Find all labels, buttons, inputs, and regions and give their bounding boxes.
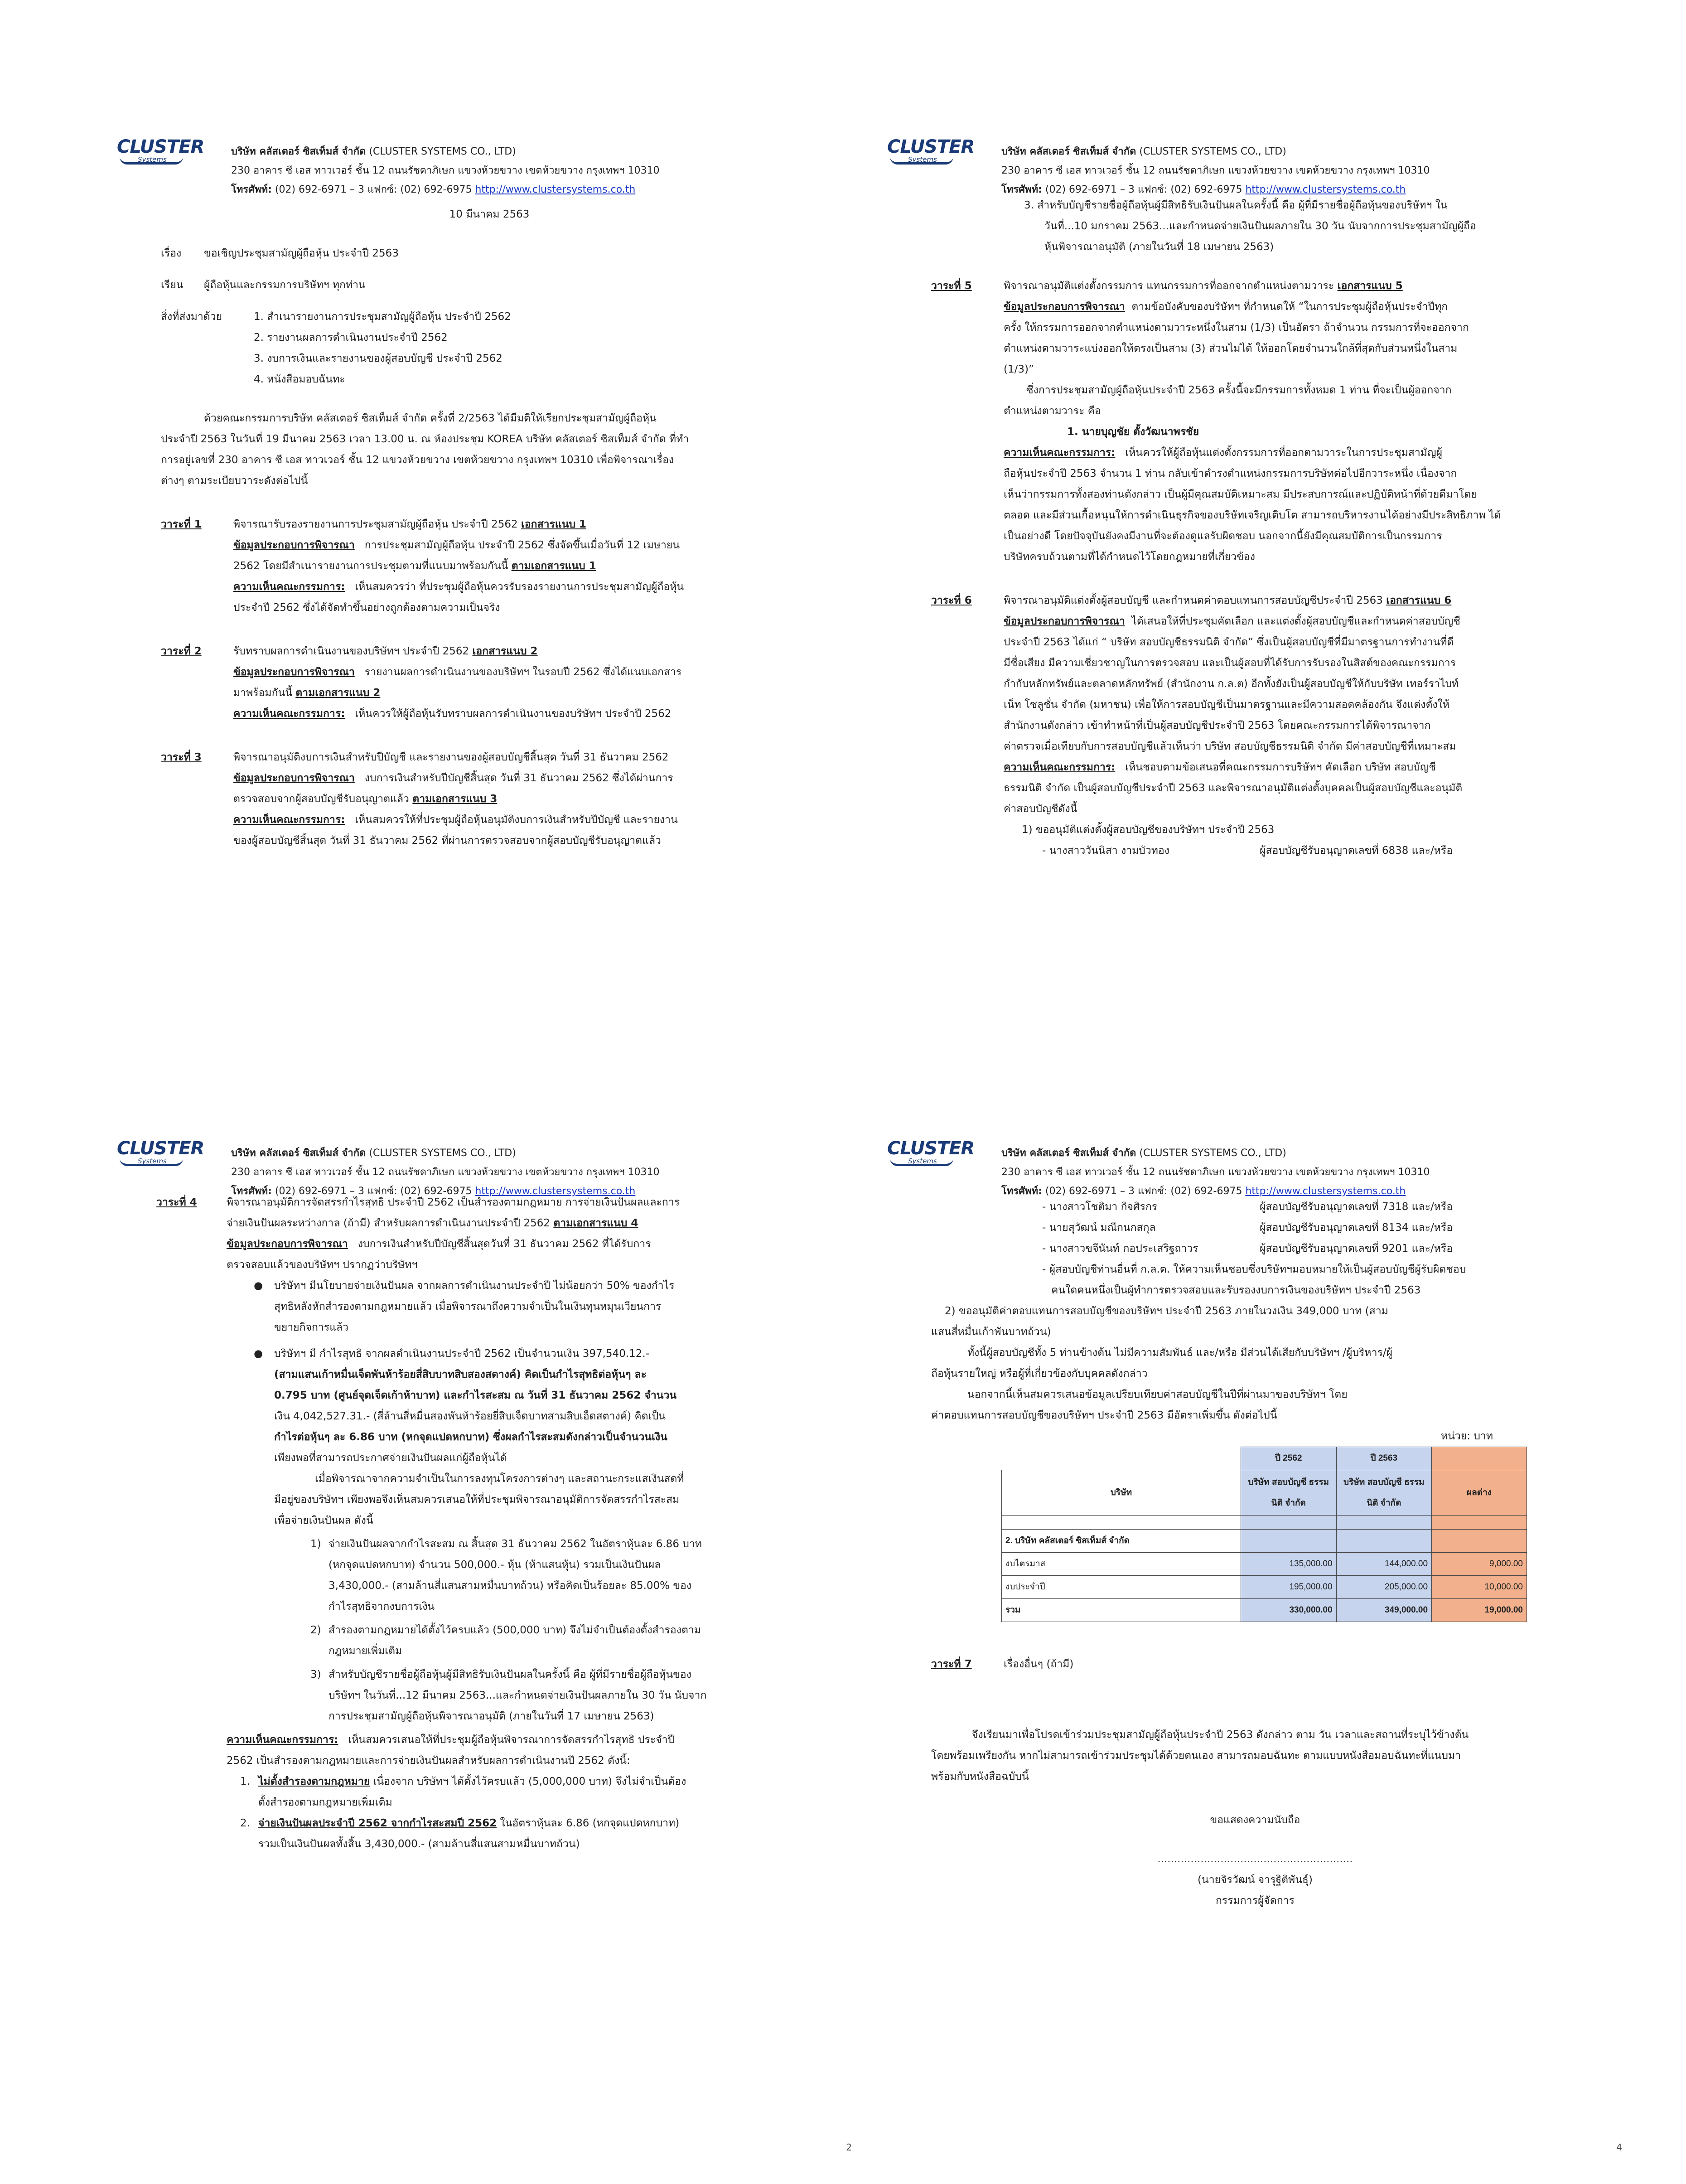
bullet-net-profit: ● บริษัทฯ มี กำไรสุทธิ จากผลดำเนินงานประจำปี 2562 เป็นจำนวนเงิน 397,540.12.- (สามแสนเก้าหมื่นเจ็ดพันห้าร้อยสี่สิบบาทสิบสองสตางค์) คิดเป็นกำไรสุทธิต่อหุ้นๆ ละ 0.795 บาท (ศูนย์จุดเจ็ดเก้าห้าบาท) และกำไรสะสม ณ วันที่ 31 ธันวาคม 2562 จำนวน เงิน 4,042,527.31.- (สี่ล้านสี่หมื่นสองพันห้าร้อยยี่สิบเจ็ดบาทสามสิบเอ็ดสตางค์) คิดเป็น กำไรต่อหุ้นๆ ละ 6.86 บาท (หกจุดแปดหกบาท) ซึ่งผลกำไรสะสมดังกล่าวเป็นจำนวนเงิน เพียงพอที่สามารถประกาศจ่ายเงินปันผลแก่ผู้ถือหุ้นได้: [254, 1348, 677, 1464]
page-4: [874, 1128, 1645, 2171]
agenda-2: วาระที่ 2 รับทราบผลการดำเนินงานของบริษัทฯ ประจำปี 2562 เอกสารแนบ 2 ข้อมูลประกอบการพิจารณา รายงานผลการดำเนินงานของบริษัทฯ ในรอบปี 2562 ซึ่งได้แนบเอกสาร มาพร้อมกันนี้ ตามเอกสารแนบ 2 ความเห็นคณะกรรมการ: เห็นควรให้ผู้ถือหุ้นรับทราบผลการดำเนินงานของบริษัทฯ ประจำปี 2562: [161, 645, 682, 720]
letterhead: [104, 127, 874, 195]
signer-name: (นายจิรวัฒน์ จารุฐิติพันธุ์): [1198, 1874, 1313, 1886]
consider-paragraph: เมื่อพิจารณาจากความจำเป็นในการลงทุนโครงการต่างๆ และสถานะกระแสเงินสดที่ มีอยู่ของบริษัทฯ เพียงพอจึงเห็นสมควรเสนอให้ที่ประชุมพิจารณาอนุมัติการจัดสรรกำไรสะสม เพื่อจ่ายเงินปันผล ดังนี้: [274, 1473, 684, 1526]
unit-label: หน่วย: บาท: [1440, 1430, 1493, 1442]
page-3: [874, 127, 1645, 1169]
letter-date: 10 มีนาคม 2563: [449, 208, 530, 220]
agenda-4-opinion: ความเห็นคณะกรรมการ: เห็นสมควรเสนอให้ที่ประชุมผู้ถือหุ้นพิจารณาการจัดสรรกำไรสุทธิ ประจำปี 2562 เป็นสำรองตามกฎหมายและการจ่ายเงินปันผลสำหรับผลการดำเนินงานปี 2562 ดังนี้: 1. ไม่ตั้งสำรองตามกฎหมาย เนื่องจาก บริษัทฯ ได้ตั้งไว้ครบแล้ว (5,000,000 บาท) จึงไม่จำเป็นต้อง ตั้งสำรองตามกฎหมายเพิ่มเติม 2. จ่ายเงินปันผลประจำปี 2562 จากกำไรสะสมปี 2562 ในอัตราหุ้นละ 6.86 (หกจุดแปดหกบาท) รวมเป็นเงินปันผลทั้งสิ้น 3,430,000.- (สามล้านสี่แสนสามหมื่นบาทถ้วน): [227, 1734, 686, 1850]
website-link[interactable]: http://www.clustersystems.co.th: [475, 184, 636, 195]
agenda-6: วาระที่ 6 พิจารณาอนุมัติแต่งตั้งผู้สอบบัญชี และกำหนดค่าตอบแทนการสอบบัญชีประจำปี 2563 เอกสารแนบ 6 ข้อมูลประกอบการพิจารณา ได้เสนอให้ที่ประชุมคัดเลือก และแต่งตั้งผู้สอบบัญชีและกำหนดค่าสอบบัญชี ประจำปี 2563 ได้แก่ “ บริษัท สอบบัญชีธรรมนิติ จำกัด” ซึ่งเป็นผู้สอบบัญชีที่มีมาตรฐานการทำงานที่ดี มีชื่อเสียง มีความเชี่ยวชาญในการตรวจสอบ และเป็นผู้สอบที่ได้รับการรับรองในสิสต์ของคณะกรรมการ กำกับหลักทรัพย์และตลาดหลักทรัพย์ (สำนักงาน ก.ล.ต) อีกทั้งยังเป็นผู้สอบบัญชีให้กับบริษัท เทอร์ราไบท์ เน็ท โซลูชั่น จำกัด (มหาชน) เพื่อให้การสอบบัญชีเป็นมาตรฐานและมีความสอดคล้องกัน จึงแต่งตั้งให้ สำนักงานดังกล่าว เข้าทำหน้าที่เป็นผู้สอบบัญชีประจำปี 2563 โดยคณะกรรมการได้พิจารณาจาก ค่าตรวจเมื่อเทียบกับการสอบบัญชีแล้วเห็นว่า บริษัท สอบบัญชีธรรมนิติ จำกัด มีค่าสอบบัญชีที่เหมาะสม ความเห็นคณะกรรมการ: เห็นชอบตามข้อเสนอที่คณะกรรมการบริษัทฯ คัดเลือก บริษัท สอบบัญชี ธรรมนิติ จำกัด เป็นผู้สอบบัญชีประจำปี 2563 และพิจารณาอนุมัติแต่งตั้งบุคคลเป็นผู้สอบบัญชีและอนุมัติ ค่าสอบบัญชีดังนี้ 1) ขออนุมัติแต่งตั้งผู้สอบบัญชีของบริษัทฯ ประจำปี 2563 - นางสาววันนิสา งามบัวทอง ผู้สอบบัญชีรับอนุญาตเลขที่ 6838 และ/หรือ: [874, 590, 1645, 861]
cluster-logo: CLUSTER Systems: [887, 136, 975, 164]
cluster-logo: CLUSTER Systems: [117, 1138, 204, 1165]
auditor-list: - นางสาวโชติมา กิจศิรกร ผู้สอบบัญชีรับอนุญาตเลขที่ 7318 และ/หรือ - นายสุวัฒน์ มณีกนกสกุล ผู้สอบบัญชีรับอนุญาตเลขที่ 8134 และ/หรือ - นางสาวขจีนันท์ กอประเสริฐถาวร ผู้สอบบัญชีรับอนุญาตเลขที่ 9201 และ/หรือ - ผู้สอบบัญชีท่านอื่นที่ ก.ล.ต. ให้ความเห็นชอบซึ่งบริษัทฯมอบหมายให้เป็นผู้สอบบัญชีผู้รับผิดชอบ คนใดคนหนึ่งเป็นผู้ทำการตรวจสอบและรับรองงบการเงินของบริษัทฯ ประจำปี 2563: [1042, 1196, 1645, 1301]
dividend-item-2: 2) สำรองตามกฎหมายได้ตั้งไว้ครบแล้ว (500,000 บาท) จึงไม่จำเป็นต้องตั้งสำรองตาม กฎหมายเพิ่มเติม: [310, 1624, 701, 1657]
letterhead: [104, 1128, 874, 1197]
recipient: ผู้ถือหุ้นและกรรมการบริษัทฯ ทุกท่าน: [204, 279, 366, 291]
closing-paragraph: จึงเรียนมาเพื่อโปรดเข้าร่วมประชุมสามัญผู้ถือหุ้นประจำปี 2563 ดังกล่าว ตาม วัน เวลาและสถานที่ระบุไว้ข้างต้น โดยพร้อมเพรียงกัน หากไม่สามารถเข้าร่วมประชุมได้ด้วยตนเอง สามารถมอบฉันทะ ตามแบบหนังสือมอบฉันทะที่แนบมา พร้อมกับหนังสือฉบับนี้: [931, 1729, 1469, 1782]
cluster-logo: CLUSTER Systems: [117, 136, 204, 164]
attachment-list: 1. สำเนารายงานการประชุมสามัญผู้ถือหุ้น ประจำปี 2562 2. รายงานผลการดำเนินงานประจำปี 2562 3. งบการเงินและรายงานของผู้สอบบัญชี ประจำปี 2562 4. หนังสือมอบฉันทะ: [254, 311, 511, 385]
agenda-7: วาระที่ 7 เรื่องอื่นๆ (ถ้ามี): [931, 1658, 1074, 1670]
table-row: งบประจำปี 195,000.00 205,000.00 10,000.00: [1002, 1576, 1527, 1599]
page-2: [104, 1128, 874, 2171]
letterhead: [874, 127, 1645, 195]
dividend-item-1: 1) จ่ายเงินปันผลจากกำไรสะสม ณ สิ้นสุด 31 ธันวาคม 2562 ในอัตราหุ้นละ 6.86 บาท (หกจุดแปดหกบาท) จำนวน 500,000.- หุ้น (ห้าแสนหุ้น) รวมเป็นเงินปันผล 3,430,000.- (สามล้านสี่แสนสามหมื่นบาทถ้วน) หรือคิดเป็นร้อยละ 85.00% ของ กำไรสุทธิจากงบการเงิน: [310, 1538, 702, 1613]
page-number: 2: [846, 2142, 852, 2153]
auditor-row: - นางสาวโชติมา กิจศิรกร ผู้สอบบัญชีรับอนุญาตเลขที่ 7318 และ/หรือ: [1042, 1201, 1453, 1213]
audit-fee-table: ปี 2562 ปี 2563 บริษัท บริษัท สอบบัญชี ธรรมนิติ จำกัด บริษัท สอบบัญชี ธรรมนิติ จำกัด ผลต่าง 2. บริษัท คลัสเตอร์ ซิสเท็มส์ จำกัด งบไตรมาส 135,000.00 144,000.00 9,000.00 งบประจำปี 195,000.00 205,000.00 10,000.00 รวม 330,000.00 349,000.00 19,000.00: [1001, 1447, 1645, 1622]
intro-paragraph: ด้วยคณะกรรมการบริษัท คลัสเตอร์ ซิสเท็มส์ จำกัด ครั้งที่ 2/2563 ได้มีมติให้เรียกประชุมสามัญผู้ถือหุ้น ประจำปี 2563 ในวันที่ 19 มีนาคม 2563 เวลา 13.00 น. ณ ห้องประชุม KOREA บริษัท คลัสเตอร์ ซิสเท็มส์ จำกัด ที่ทำ การอยู่เลขที่ 230 อาคาร ซี เอส ทาวเวอร์ ชั้น 12 แขวงห้วยขวาง เขตห้วยขวาง กรุงเทพฯ 10310 เพื่อพิจารณาเรื่อง ต่างๆ ตามระเบียบวาระดังต่อไปนี้: [161, 412, 689, 487]
auditor-row: - นางสาววันนิสา งามบัวทอง ผู้สอบบัญชีรับอนุญาตเลขที่ 6838 และ/หรือ: [1042, 845, 1453, 857]
table-row: งบไตรมาส 135,000.00 144,000.00 9,000.00: [1002, 1553, 1527, 1576]
auditor-row: - นายสุวัฒน์ มณีกนกสกุล ผู้สอบบัญชีรับอนุญาตเลขที่ 8134 และ/หรือ: [1042, 1222, 1453, 1234]
col-company: บริษัท: [1002, 1470, 1241, 1516]
agenda-3: วาระที่ 3 พิจารณาอนุมัติงบการเงินสำหรับปีบัญชี และรายงานของผู้สอบบัญชีสิ้นสุด วันที่ 31 ธันวาคม 2562 ข้อมูลประกอบการพิจารณา งบการเงินสำหรับปีบัญชีสิ้นสุด วันที่ 31 ธันวาคม 2562 ซึ่งได้ผ่านการ ตรวจสอบจากผู้สอบบัญชีรับอนุญาตแล้ว ตามเอกสารแนบ 3 ความเห็นคณะกรรมการ: เห็นสมควรให้ที่ประชุมผู้ถือหุ้นอนุมัติงบการเงินสำหรับปีบัญชี และรายงาน ของผู้สอบบัญชีสิ้นสุด วันที่ 31 ธันวาคม 2562 ที่ผ่านการตรวจสอบจากผู้สอบบัญชีรับอนุญาตแล้ว: [161, 751, 678, 847]
agenda-4: วาระที่ 4 พิจารณาอนุมัติการจัดสรรกำไรสุทธิ ประจำปี 2562 เป็นสำรองตามกฎหมาย การจ่ายเงินปันผลและการ จ่ายเงินปันผลระหว่างกาล (ถ้ามี) สำหรับผลการดำเนินงานประจำปี 2562 ตามเอกสารแนบ 4 ข้อมูลประกอบการพิจารณา งบการเงินสำหรับปีบัญชีสิ้นสุดวันที่ 31 ธันวาคม 2562 ที่ได้รับการ ตรวจสอบแล้วของบริษัทฯ ปรากฏว่าบริษัทฯ: [156, 1196, 680, 1271]
signer-title: กรรมการผู้จัดการ: [1215, 1895, 1295, 1907]
agenda-5: วาระที่ 5 พิจารณาอนุมัติแต่งตั้งกรรมการ แทนกรรมการที่ออกจากตำแหน่งตามวาระ เอกสารแนบ 5 ข้อมูลประกอบการพิจารณา ตามข้อบังคับของบริษัทฯ ที่กำหนดให้ “ในการประชุมผู้ถือหุ้นประจำปีทุก ครั้ง ให้กรรมการออกจากตำแหน่งตามวาระหนึ่งในสาม (1/3) เป็นอัตรา ถ้าจำนวน กรรมการที่จะออกจาก ตำแหน่งตามวาระแบ่งออกให้ตรงเป็นสาม (3) ส่วนไม่ได้ ให้ออกโดยจำนวนใกล้ที่สุดกับส่วนหนึ่งในสาม (1/3)” ซึ่งการประชุมสามัญผู้ถือหุ้นประจำปี 2563 ครั้งนี้จะมีกรรมการทั้งหมด 1 ท่าน ที่จะเป็นผู้ออกจาก ตำแหน่งตามวาระ คือ 1. นายบุญชัย ตั้งวัฒนาพรชัย ความเห็นคณะกรรมการ: เห็นควรให้ผู้ถือหุ้นแต่งตั้งกรรมการที่ออกตามวาระในการประชุมสามัญผู้ ถือหุ้นประจำปี 2563 จำนวน 1 ท่าน กลับเข้าดำรงตำแหน่งกรรมการบริษัทต่อไปอีกวาระหนึ่ง เนื่องจาก เห็นว่ากรรมการทั้งสองท่านดังกล่าว เป็นผู้มีคุณสมบัติเหมาะสม มีประสบการณ์และปฏิบัติหน้าที่ด้วยดีมาโดย ตลอด และมีส่วนเกื้อหนุนให้การดำเนินธุรกิจของบริษัทเจริญเติบโต สามารถบริหารงานได้อย่างมีประสิทธิภาพ ได้ เป็นอย่างดี โดยปัจจุบันยังคงมีงานที่จะต้องดูแลรับผิดชอบ นอกจากนี้ยังมีคุณสมบัติการเป็นกรรมการ บริษัทครบถ้วนตามที่ได้กำหนดไว้โดยกฎหมายที่เกี่ยวข้อง: [874, 276, 1645, 567]
dividend-item-3: 3) สำหรับบัญชีรายชื่อผู้ถือหุ้นผู้มีสิทธิรับเงินปันผลในครั้งนี้ คือ ผู้ที่มีรายชื่อผู้ถือหุ้นของ บริษัทฯ ในวันที่...12 มีนาคม 2563...และกำหนดจ่ายเงินปันผลภายใน 30 วัน นับจาก การประชุมสามัญผู้ถือหุ้นพิจารณาอนุมัติ (ภายในวันที่ 17 เมษายน 2563): [310, 1669, 707, 1722]
fee-paragraph: 2) ขออนุมัติค่าตอบแทนการสอบบัญชีของบริษัทฯ ประจำปี 2563 ภายในวงเงิน 349,000 บาท (สาม แสนสี่หมื่นเก้าพันบาทถ้วน) ทั้งนี้ผู้สอบบัญชีทั้ง 5 ท่านข้างต้น ไม่มีความสัมพันธ์ และ/หรือ มีส่วนได้เสียกับบริษัทฯ /ผู้บริหาร/ผู้ ถือหุ้นรายใหญ่ หรือผู้ที่เกี่ยวข้องกับบุคคลดังกล่าว นอกจากนี้เห็นสมควรเสนอข้อมูลเปรียบเทียบค่าสอบบัญชีในปีที่ผ่านมาของบริษัทฯ โดย ค่าตอบแทนการสอบบัญชีของบริษัทฯ ประจำปี 2563 มีอัตราเพิ่มขึ้น ดังต่อไปนี้ หน่วย: บาท: [931, 1301, 1502, 1447]
auditor-row: - นางสาวขจีนันท์ กอประเสริฐถาวร ผู้สอบบัญชีรับอนุญาตเลขที่ 9201 และ/หรือ: [1042, 1243, 1453, 1254]
cluster-logo: CLUSTER Systems: [887, 1138, 975, 1165]
company-info: บริษัท คลัสเตอร์ ซิสเท็มส์ จำกัด (CLUSTER SYSTEMS CO., LTD) 230 อาคาร ซี เอส ทาวเวอร์ ชั้น 12 ถนนรัชดาภิเษก แขวงห้วยขวาง เขตห้วยขวาง กรุงเทพฯ 10310 โทรศัพท์: (02) 692-6971 – 3 แฟกซ์: (02) 692-6975 http://www.clustersystems.co.th: [1001, 1148, 1430, 1197]
page-1: CLUSTER Systems บริษัท คลัสเตอร์ ซิสเท็มส์ จำกัด (CLUSTER SYSTEMS CO., LTD) 230 อาคาร ซี เอส ทาวเวอร์ ชั้น 12 ถนนรัชดาภิเษก แขวงห้วยขวาง เขตห้วยขวาง กรุงเทพฯ 10310 โทรศัพท์: (02) 692-6971 – 3 แฟกซ์: (02) 692-6975 http://www.clustersystems.co.th 10 มีนาคม 2563 เรื่อง ขอเชิญประชุมสามัญผู้ถือหุ้น ประจำปี 2563 เรียน ผู้ถือหุ้นและกรรมการบริษัทฯ ทุกท่าน สิ่งที่ส่งมาด้วย 1. สำเนารายงานการประชุมสามัญผู้ถือหุ้น ประจำปี 2562 2. รายงานผลการดำเนินงานประจำปี 2562 3. งบการเงินและรายงานของผู้สอบบัญชี ประจำปี 2562 4. หนังสือมอบฉันทะ ด้วยคณะกรรมการบริษัท คลัสเตอร์ ซิสเท็มส์ จำกัด ครั้งที่ 2/2563 ได้มีมติให้เรียกประชุมสามัญผู้ถือหุ้น ประจำปี 2563 ในวันที่ 19 มีนาคม 2563 เวลา 13.00 น. ณ ห้องประชุม KOREA บริษัท คลัสเตอร์ ซิสเท็มส์ จำกัด ที่ทำ การอยู่เลขที่ 230 อาคาร ซี เอส ทาวเวอร์ ชั้น 12 แขวงห้วยขวาง เขตห้วยขวาง กรุงเทพฯ 10310 เพื่อพิจารณาเรื่อง ต่างๆ ตามระเบียบวาระดังต่อไปนี้ วาระที่ 1 พิจารณารับรองรายงานการประชุมสามัญผู้ถือหุ้น ประจำปี 2562 เอกสารแนบ 1 ข้อมูลประกอบการพิจารณา การประชุมสามัญผู้ถือหุ้น ประจำปี 2562 ซึ่งจัดขึ้นเมื่อวันที่ 12 เมษายน 2562 โดยมีสำเนารายงานการประชุมตามที่แนบมาพร้อมกันนี้ ตามเอกสารแนบ 1 ความเห็นคณะกรรมการ: เห็นสมควรว่า ที่ประชุมผู้ถือหุ้นควรรับรองรายงานการประชุมสามัญผู้ถือหุ้น ประจำปี 2562 ซึ่งได้จัดทำขึ้นอย่างถูกต้องตามความเป็นจริง วาระที่ 2 รับทราบผลการดำเนินงานของบริษัทฯ ประจำปี 2562 เอกสารแนบ 2 ข้อมูลประกอบการพิจารณา รายงานผลการดำเนินงานของบริษัทฯ ในรอบปี 2562 ซึ่งได้แนบเอกสาร มาพร้อมกันนี้ ตามเอกสารแนบ 2 ความเห็นคณะกรรมการ: เห็นควรให้ผู้ถือหุ้นรับทราบผลการดำเนินงานของบริษัทฯ ประจำปี 2562 วาระที่ 3 พิจารณาอนุมัติงบการเงินสำหรับปีบัญชี และรายงานของผู้สอบบัญชีสิ้นสุด วันที่ 31 ธันวาคม 2562 ข้อมูลประกอบการพิจารณา งบการเงินสำหรับปีบัญชีสิ้นสุด วันที่ 31 ธันวาคม 2562 ซึ่งได้ผ่านการ ตรวจสอบจากผู้สอบบัญชีรับอนุญาตแล้ว ตามเอกสารแนบ 3 ความเห็นคณะกรรมการ: เห็นสมควรให้ที่ประชุมผู้ถือหุ้นอนุมัติงบการเงินสำหรับปีบัญชี และรายงาน ของผู้สอบบัญชีสิ้นสุด วันที่ 31 ธันวาคม 2562 ที่ผ่านการตรวจสอบจากผู้สอบบัญชีรับอนุญาตแล้ว: [104, 127, 874, 1169]
table-total-row: รวม 330,000.00 349,000.00 19,000.00: [1002, 1599, 1527, 1622]
record-date-item: 3. สำหรับบัญชีรายชื่อผู้ถือหุ้นผู้มีสิทธิรับเงินปันผลในครั้งนี้ คือ ผู้ที่มีรายชื่อผู้ถือหุ้นของบริษัทฯ ใน วันที่...10 มกราคม 2563...และกำหนดจ่ายเงินปันผลภายใน 30 วัน นับจากการประชุมสามัญผู้ถือ หุ้นพิจารณาอนุมัติ (ภายในวันที่ 18 เมษายน 2563): [1024, 199, 1476, 253]
subject: ขอเชิญประชุมสามัญผู้ถือหุ้น ประจำปี 2563: [204, 247, 399, 259]
website-link[interactable]: http://www.clustersystems.co.th: [1245, 1186, 1406, 1197]
signature-block: ขอแสดงความนับถือ ........................................................... (นายจิรวัฒน์ จารุฐิติพันธุ์) กรรมการผู้จัดการ: [874, 1810, 1554, 1911]
company-info: บริษัท คลัสเตอร์ ซิสเท็มส์ จำกัด (CLUSTER SYSTEMS CO., LTD) 230 อาคาร ซี เอส ทาวเวอร์ ชั้น 12 ถนนรัชดาภิเษก แขวงห้วยขวาง เขตห้วยขวาง กรุงเทพฯ 10310 โทรศัพท์: (02) 692-6971 – 3 แฟกซ์: (02) 692-6975 http://www.clustersystems.co.th: [231, 146, 660, 195]
letterhead: [874, 1128, 1645, 1197]
director-name: 1. นายบุญชัย ตั้งวัฒนาพรชัย: [1067, 426, 1199, 438]
website-link[interactable]: http://www.clustersystems.co.th: [1245, 184, 1406, 195]
company-info: บริษัท คลัสเตอร์ ซิสเท็มส์ จำกัด (CLUSTER SYSTEMS CO., LTD) 230 อาคาร ซี เอส ทาวเวอร์ ชั้น 12 ถนนรัชดาภิเษก แขวงห้วยขวาง เขตห้วยขวาง กรุงเทพฯ 10310 โทรศัพท์: (02) 692-6971 – 3 แฟกซ์: (02) 692-6975 http://www.clustersystems.co.th: [231, 1148, 660, 1197]
bullet-dividend-policy: ● บริษัทฯ มีนโยบายจ่ายเงินปันผล จากผลการดำเนินงานประจำปี ไม่น้อยกว่า 50% ของกำไร สุทธิหลังหักสำรองตามกฎหมายแล้ว เมื่อพิจารณาถึงความจำเป็นในเงินทุนหมุนเวียนการ ขยายกิจการแล้ว: [254, 1280, 675, 1333]
agenda-1: วาระที่ 1 พิจารณารับรองรายงานการประชุมสามัญผู้ถือหุ้น ประจำปี 2562 เอกสารแนบ 1 ข้อมูลประกอบการพิจารณา การประชุมสามัญผู้ถือหุ้น ประจำปี 2562 ซึ่งจัดขึ้นเมื่อวันที่ 12 เมษายน 2562 โดยมีสำเนารายงานการประชุมตามที่แนบมาพร้อมกันนี้ ตามเอกสารแนบ 1 ความเห็นคณะกรรมการ: เห็นสมควรว่า ที่ประชุมผู้ถือหุ้นควรรับรองรายงานการประชุมสามัญผู้ถือหุ้น ประจำปี 2562 ซึ่งได้จัดทำขึ้นอย่างถูกต้องตามความเป็นจริง: [161, 518, 684, 614]
website-link[interactable]: http://www.clustersystems.co.th: [475, 1186, 636, 1197]
page-number: 4: [1616, 2142, 1622, 2153]
company-info: บริษัท คลัสเตอร์ ซิสเท็มส์ จำกัด (CLUSTER SYSTEMS CO., LTD) 230 อาคาร ซี เอส ทาวเวอร์ ชั้น 12 ถนนรัชดาภิเษก แขวงห้วยขวาง เขตห้วยขวาง กรุงเทพฯ 10310 โทรศัพท์: (02) 692-6971 – 3 แฟกซ์: (02) 692-6975 http://www.clustersystems.co.th: [1001, 146, 1430, 195]
